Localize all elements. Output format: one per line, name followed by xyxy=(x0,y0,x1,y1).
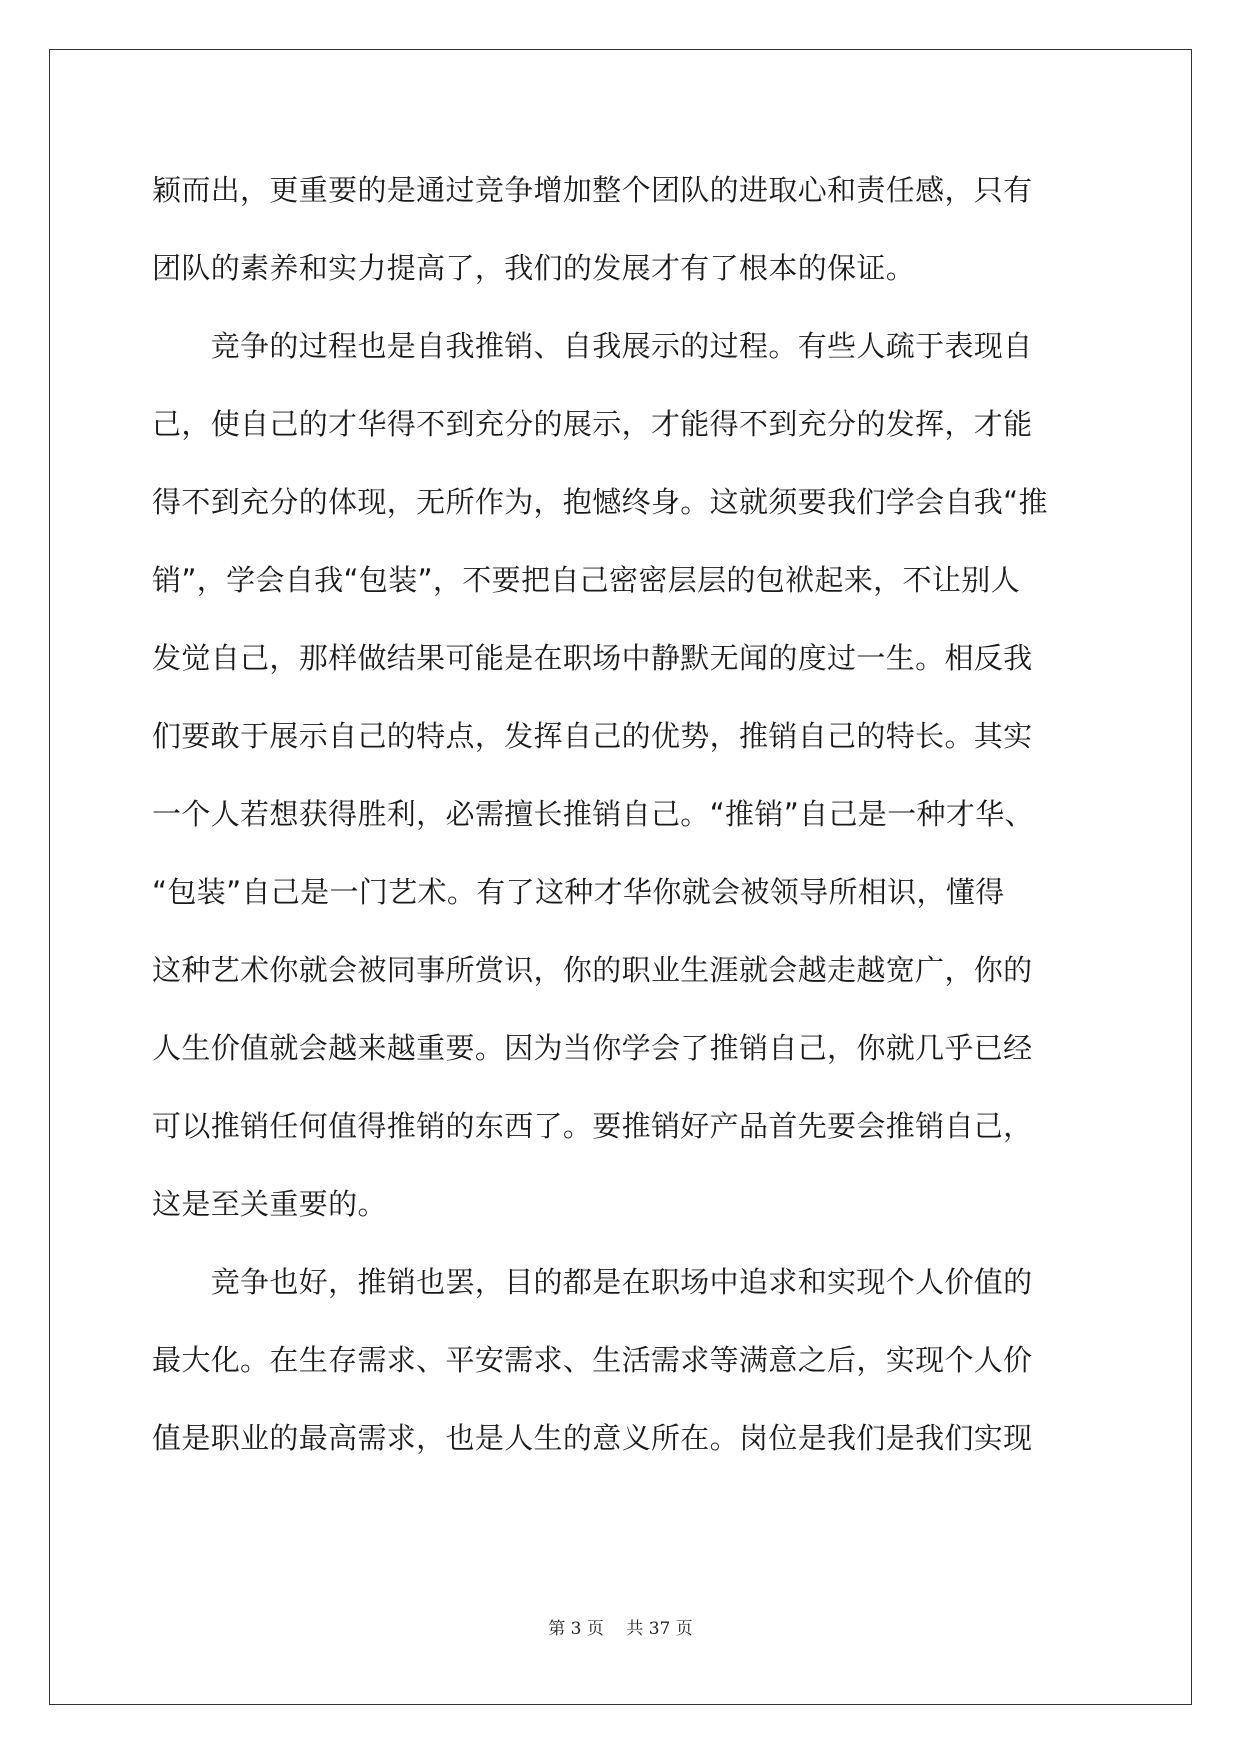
text-line: 一个人若想获得胜利，必需擅长推销自己。“推销”自己是一种才华、 xyxy=(152,797,1034,831)
text-line: 们要敢于展示自己的特点，发挥自己的优势，推销自己的特长。其实 xyxy=(152,719,1033,753)
page-number-footer: 第 3 页 共 37 页 xyxy=(548,1619,693,1639)
text-line: 人生价值就会越来越重要。因为当你学会了推销自己，你就几乎已经 xyxy=(152,1031,1033,1065)
text-line: 竞争的过程也是自我推销、自我展示的过程。有些人疏于表现自 xyxy=(152,329,1033,363)
text-line: 己，使自己的才华得不到充分的展示，才能得不到充分的发挥，才能 xyxy=(152,407,1033,441)
text-line: 得不到充分的体现，无所作为，抱憾终身。这就须要我们学会自我“推 xyxy=(152,485,1048,519)
text-line: 团队的素养和实力提高了，我们的发展才有了根本的保证。 xyxy=(152,251,916,285)
text-line: 竞争也好，推销也罢，目的都是在职场中追求和实现个人价值的 xyxy=(152,1265,1033,1299)
text-line: 值是职业的最高需求，也是人生的意义所在。岗位是我们是我们实现 xyxy=(152,1421,1033,1455)
text-line: 颖而出，更重要的是通过竞争增加整个团队的进取心和责任感，只有 xyxy=(152,173,1033,207)
text-line: 这是至关重要的。 xyxy=(152,1187,387,1221)
text-line: 发觉自己，那样做结果可能是在职场中静默无闻的度过一生。相反我 xyxy=(152,641,1033,675)
text-line: “包装”自己是一门艺术。有了这种才华你就会被领导所相识，懂得 xyxy=(152,875,1005,909)
text-line: 可以推销任何值得推销的东西了。要推销好产品首先要会推销自己， xyxy=(152,1109,1033,1143)
text-line: 最大化。在生存需求、平安需求、生活需求等满意之后，实现个人价 xyxy=(152,1343,1033,1377)
text-line: 销”，学会自我“包装”，不要把自己密密层层的包袱起来，不让别人 xyxy=(152,563,1020,597)
text-line: 这种艺术你就会被同事所赏识，你的职业生涯就会越走越宽广，你的 xyxy=(152,953,1033,987)
